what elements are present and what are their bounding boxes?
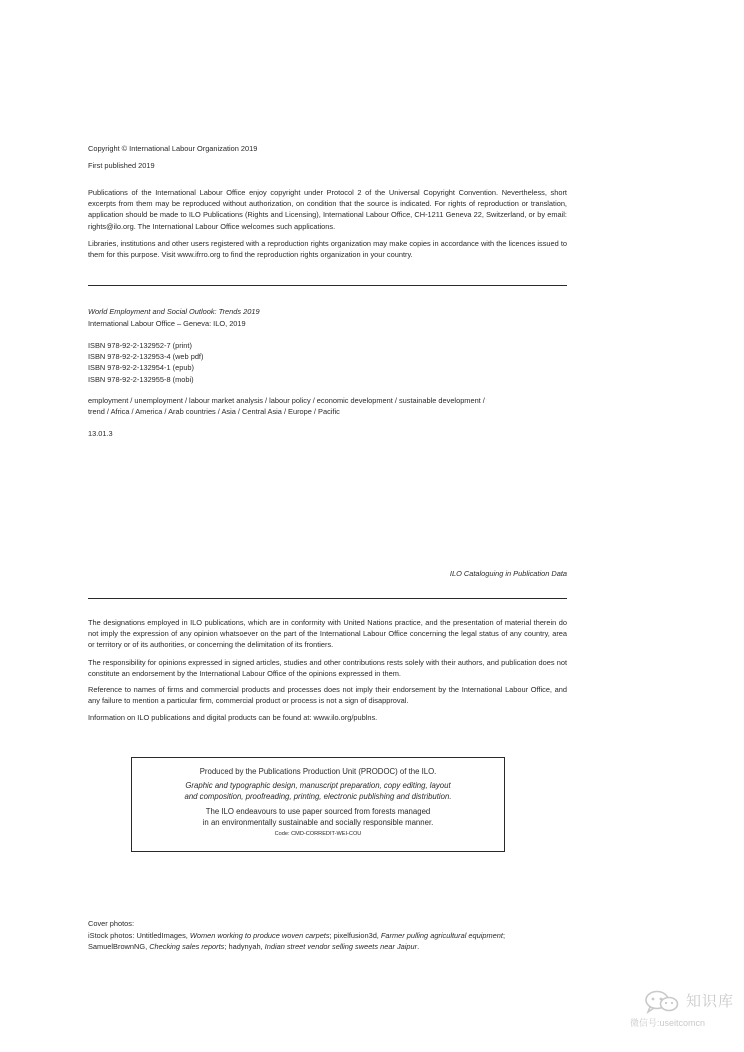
production-code: Code: CMD-CORREDIT-WEI-COU — [274, 831, 362, 838]
keywords-line-2: trend / Africa / America / Arab countries / Asia / Central Asia / Europe / Pacific — [88, 407, 340, 416]
publication-title — [88, 306, 260, 317]
credit-end: . — [417, 942, 420, 952]
credit-author: ; hadynyah, — [224, 942, 265, 952]
cover-photos-heading: Cover photos: — [88, 919, 135, 928]
reference-paragraph: Reference to names of firms and commercial products and processes does not imply their endorsement by the International Labour Office, and any failure to mention a particular firm, commercial product or process is not a sign of disapproval. — [88, 685, 567, 706]
designations-paragraph: The designations employed in ILO publications, which are in conformity with United Nations practice, and the presentation of material therein do not imply the expression of any opinion whatsoever on the part of the International Labour Office concerning the legal status of any country, area or territory or of its authorities, or concerning the delimitation of its frontiers. — [88, 618, 567, 650]
credit-separator: ; — [502, 931, 505, 940]
production-box-line-2: Graphic and typographic design, manuscript preparation, copy editing, layout — [185, 781, 451, 791]
divider — [88, 598, 567, 599]
watermark-sub: 微信号:useitcomcn — [630, 1018, 706, 1028]
isbn-list — [88, 340, 203, 385]
credit-title: Checking sales reports — [149, 942, 225, 952]
publisher-line: International Labour Office – Geneva: ILO, 2019 — [88, 319, 246, 328]
isbn-print: ISBN 978-92-2-132952-7 (print) — [88, 341, 192, 350]
production-box-line-5: in an environmentally sustainable and socially responsible manner. — [202, 817, 434, 827]
credit-title: Indian street vendor selling sweets near Jaipur — [264, 942, 418, 952]
publication-title-text: World Employment and Social Outlook: Trends 2019 — [88, 307, 260, 316]
isbn-mobi: ISBN 978-92-2-132955-8 (mobi) — [88, 374, 194, 384]
watermark — [628, 990, 738, 1034]
responsibility-paragraph: The responsibility for opinions expressed in signed articles, studies and other contributions rests solely with their authors, and publication does not constitute an endorsement by the International Labour Office of the opinions expressed in them. — [88, 658, 567, 679]
cataloguing-note-text: ILO Cataloguing in Publication Data — [449, 569, 567, 578]
keywords-line-1: employment / unemployment / labour market analysis / labour policy / economic development / sustainable development / — [88, 396, 485, 405]
credit-author: UntitledImages, — [136, 931, 190, 940]
reproduction-rights-paragraph: Libraries, institutions and other users registered with a reproduction rights organization may make copies in accordance with the licences issued to them for this purpose. Visit www.ifrro.org to find the reproduction rights organization in your country. — [88, 239, 567, 260]
isbn-web-pdf: ISBN 978-92-2-132953-4 (web pdf) — [88, 352, 204, 362]
catalogue-code: 13.01.3 — [88, 429, 113, 438]
information-paragraph: Information on ILO publications and digital products can be found at: www.ilo.org/publns. — [88, 713, 378, 722]
cataloguing-note — [300, 568, 567, 579]
first-published: First published 2019 — [88, 161, 155, 170]
credit-author: ; pixelfusion3d, — [329, 931, 381, 940]
credits-prefix: iStock photos: — [88, 931, 137, 940]
credit-author: SamuelBrownNG, — [88, 942, 150, 952]
copyright-line: Copyright © International Labour Organization 2019 — [88, 144, 258, 153]
copyright-paragraph: Publications of the International Labour Office enjoy copyright under Protocol 2 of the Universal Copyright Convention. Nevertheless, short excerpts from them may be reproduced without authorization, on condition that the source is indicated. For rights of reproduction or translation, application should be made to ILO Publications (Rights and Licensing), International Labour Office, CH-1211 Geneva 22, Switzerland, or by email: rights@ilo.org. The International Labour Office welcomes such applications. — [88, 188, 567, 231]
watermark-brand: 知识库 — [686, 993, 735, 1010]
credit-title: Farmer pulling agricultural equipment — [380, 931, 503, 940]
production-box-line-1: Produced by the Publications Production Unit (PRODOC) of the ILO. — [199, 767, 437, 776]
cover-photos-credits — [88, 930, 567, 952]
production-box-line-3: and composition, proofreading, printing, electronic publishing and distribution. — [184, 792, 452, 802]
divider — [88, 285, 567, 286]
isbn-epub: ISBN 978-92-2-132954-1 (epub) — [88, 363, 194, 373]
production-box-line-4: The ILO endeavours to use paper sourced from forests managed — [205, 806, 431, 816]
production-box — [131, 757, 505, 852]
wechat-chat-icon — [644, 990, 680, 1014]
credit-title: Women working to produce woven carpets — [189, 931, 330, 940]
